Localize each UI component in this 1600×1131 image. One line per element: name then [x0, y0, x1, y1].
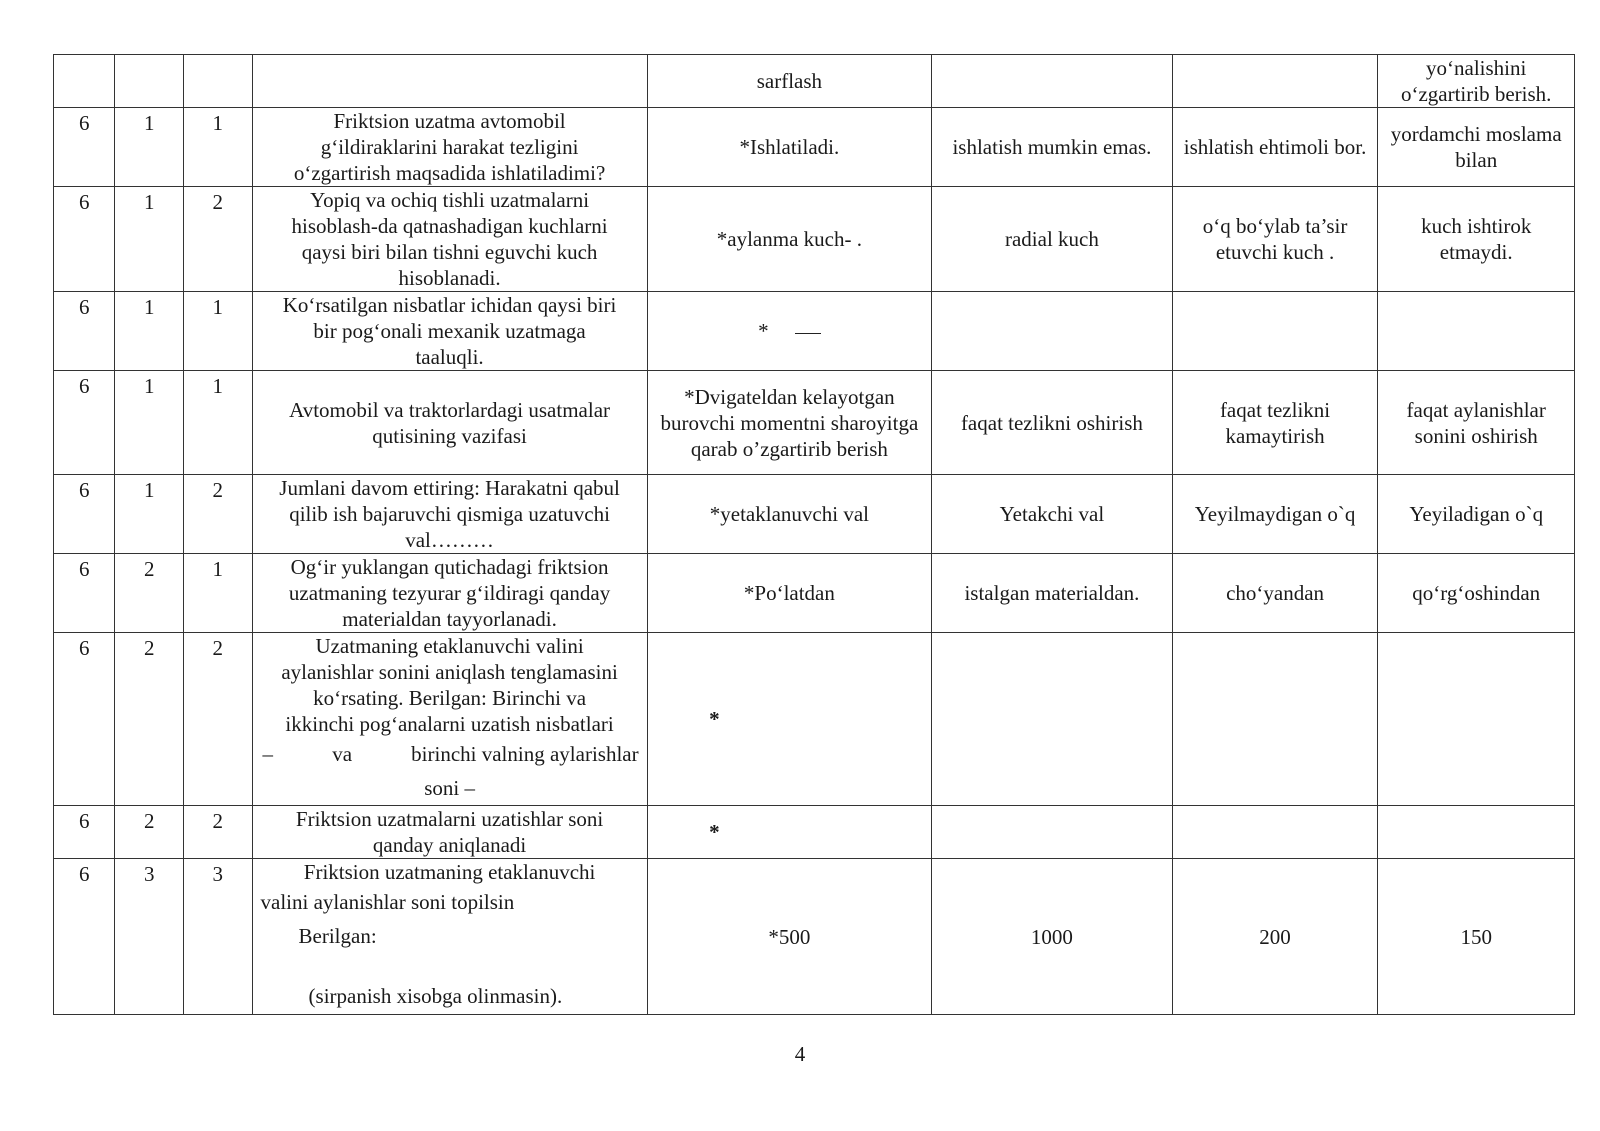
- question-cell: [252, 187, 647, 292]
- table-row: [54, 633, 1575, 806]
- answer-star: *: [709, 820, 720, 844]
- answer-correct: *Ishlatiladi.: [647, 108, 932, 187]
- answer-correct: *Po‘latdan: [647, 554, 932, 633]
- answer-option-4: qo‘rg‘oshindan: [1378, 554, 1575, 633]
- table-row: [54, 475, 1575, 554]
- question-text: birinchi valning aylarishlar: [411, 742, 639, 766]
- answer-correct: [647, 633, 932, 806]
- answer-option-4: faqat aylanishlar sonini oshirish: [1378, 371, 1575, 475]
- cell-col2: 1: [115, 187, 184, 292]
- answer-option-3: [1172, 633, 1378, 806]
- question-cell: [252, 475, 647, 554]
- answer-star: *: [709, 707, 720, 731]
- cell-col2: [115, 55, 184, 108]
- answer-option-2: radial kuch: [932, 187, 1173, 292]
- table-row: [54, 55, 1575, 108]
- question-line: Og‘ir yuklangan qutichadagi friktsion: [290, 555, 609, 579]
- question-cell: [252, 55, 647, 108]
- answer-option-3: ishlatish ehtimoli bor.: [1172, 108, 1378, 187]
- question-line: Jumlani davom ettiring: Harakatni qabul: [279, 476, 620, 500]
- conjunction-text: va: [332, 742, 353, 766]
- page-number: 4: [794, 1042, 806, 1066]
- table-row: [54, 554, 1575, 633]
- question-line: qanday aniqlanadi: [372, 833, 527, 857]
- cell-col3: 1: [183, 292, 252, 371]
- table-row: [54, 806, 1575, 859]
- answer-option-4: [1378, 633, 1575, 806]
- table-row: [54, 187, 1575, 292]
- cell-col2: 3: [115, 859, 184, 1015]
- question-line: Friktsion uzatma avtomobil: [333, 109, 566, 133]
- answer-option-2: [932, 292, 1173, 371]
- question-line: [261, 737, 639, 771]
- cell-col1: [54, 55, 115, 108]
- answer-correct: *Dvigateldan kelayotgan burovchi momentni sharoyitga qarab o’zgartirib berish: [647, 371, 932, 475]
- cell-col1: 6: [54, 371, 115, 475]
- question-line: valini aylanishlar soni topilsin: [260, 890, 515, 914]
- cell-col2: 1: [115, 108, 184, 187]
- question-line: hisoblash-da qatnashadigan kuchlarni: [291, 214, 608, 238]
- question-line: aylanishlar sonini aniqlash tenglamasini: [281, 660, 618, 684]
- cell-col3: 2: [183, 475, 252, 554]
- question-line: bir pog‘onali mexanik uzatmaga: [313, 319, 586, 343]
- question-cell: [252, 371, 647, 475]
- question-line: qutisining vazifasi: [372, 423, 527, 448]
- question-line: materialdan tayyorlanadi.: [342, 607, 557, 631]
- answer-option-3: Yeyilmaydigan o`q: [1172, 475, 1378, 554]
- answer-option-4: [1378, 292, 1575, 371]
- question-line: (sirpanish xisobga olinmasin).: [308, 984, 563, 1008]
- question-cell: [252, 633, 647, 806]
- cell-col1: 6: [54, 859, 115, 1015]
- cell-col1: 6: [54, 633, 115, 806]
- answer-star: *: [758, 319, 769, 343]
- question-line: val………: [405, 528, 494, 552]
- question-line: qaysi biri bilan tishni eguvchi kuch: [301, 240, 598, 264]
- question-line: ikkinchi pog‘analarni uzatish nisbatlari: [285, 712, 614, 736]
- cell-col1: 6: [54, 187, 115, 292]
- table-row: [54, 292, 1575, 371]
- question-line: g‘ildiraklarini harakat tezligini: [320, 135, 579, 159]
- answer-option-2: Yetakchi val: [932, 475, 1173, 554]
- answer-correct: [647, 806, 932, 859]
- cell-col1: 6: [54, 475, 115, 554]
- formula-gap: [261, 953, 639, 983]
- cell-col3: [183, 55, 252, 108]
- question-line: o‘zgartirish maqsadida ishlatiladimi?: [293, 161, 606, 185]
- dash-symbol: –: [262, 742, 274, 766]
- question-line: Friktsion uzatmaning etaklanuvchi: [303, 860, 596, 884]
- answer-option-2: [932, 633, 1173, 806]
- answer-option-3: o‘q bo‘ylab ta’sir etuvchi kuch .: [1172, 187, 1378, 292]
- answer-option-2: faqat tezlikni oshirish: [932, 371, 1173, 475]
- cell-col1: 6: [54, 108, 115, 187]
- question-line: uzatmaning tezyurar g‘ildiragi qanday: [288, 581, 611, 605]
- question-line: Friktsion uzatmalarni uzatishlar soni: [295, 807, 604, 831]
- answer-option-2: [932, 806, 1173, 859]
- table-row: [54, 371, 1575, 475]
- answer-option-4: 150: [1378, 859, 1575, 1015]
- cell-col3: 1: [183, 554, 252, 633]
- question-line: taaluqli.: [415, 345, 484, 369]
- question-line: Uzatmaning etaklanuvchi valini: [315, 634, 584, 658]
- cell-col2: 1: [115, 292, 184, 371]
- fraction-bar-icon: [795, 333, 821, 334]
- answer-correct: *aylanma kuch- .: [647, 187, 932, 292]
- cell-col2: 1: [115, 475, 184, 554]
- cell-col3: 2: [183, 633, 252, 806]
- answer-correct: [647, 292, 932, 371]
- answer-option-2: ishlatish mumkin emas.: [932, 108, 1173, 187]
- question-line: Yopiq va ochiq tishli uzatmalarni: [310, 188, 590, 212]
- question-line: Berilgan:: [298, 924, 377, 948]
- answer-option-4: Yeyiladigan o`q: [1378, 475, 1575, 554]
- cell-col2: 2: [115, 554, 184, 633]
- answer-option-4: [1378, 806, 1575, 859]
- answer-option-3: cho‘yandan: [1172, 554, 1378, 633]
- cell-col3: 2: [183, 187, 252, 292]
- answer-correct: sarflash: [647, 55, 932, 108]
- answer-option-2: istalgan materialdan.: [932, 554, 1173, 633]
- cell-col3: 2: [183, 806, 252, 859]
- question-line: soni –: [424, 776, 475, 800]
- question-cell: [252, 806, 647, 859]
- question-line: hisoblanadi.: [398, 266, 501, 290]
- answer-option-3: [1172, 292, 1378, 371]
- answer-option-3: faqat tezlikni kamaytirish: [1172, 371, 1378, 475]
- cell-col3: 3: [183, 859, 252, 1015]
- cell-col3: 1: [183, 108, 252, 187]
- question-cell: [252, 859, 647, 1015]
- answer-correct: *yetaklanuvchi val: [647, 475, 932, 554]
- table-row: [54, 859, 1575, 1015]
- question-line: qilib ish bajaruvchi qismiga uzatuvchi: [289, 502, 610, 526]
- question-cell: [252, 292, 647, 371]
- question-cell: [252, 554, 647, 633]
- question-line: ko‘rsating. Berilgan: Birinchi va: [313, 686, 587, 710]
- question-cell: [252, 108, 647, 187]
- answer-option-4: yordamchi moslama bilan: [1378, 108, 1575, 187]
- cell-col2: 2: [115, 806, 184, 859]
- cell-col3: 1: [183, 371, 252, 475]
- answer-option-4: yo‘nalishini o‘zgartirib berish.: [1378, 55, 1575, 108]
- answer-option-2: [932, 55, 1173, 108]
- answer-option-4: kuch ishtirok etmaydi.: [1378, 187, 1575, 292]
- question-line: Avtomobil va traktorlardagi usatmalar: [289, 397, 611, 422]
- answer-option-2: 1000: [932, 859, 1173, 1015]
- answer-correct: *500: [647, 859, 932, 1015]
- cell-col2: 2: [115, 633, 184, 806]
- answer-option-3: [1172, 55, 1378, 108]
- questions-table: [53, 54, 1575, 1015]
- cell-col1: 6: [54, 292, 115, 371]
- cell-col1: 6: [54, 554, 115, 633]
- table-row: [54, 108, 1575, 187]
- cell-col1: 6: [54, 806, 115, 859]
- answer-option-3: 200: [1172, 859, 1378, 1015]
- cell-col2: 1: [115, 371, 184, 475]
- answer-option-3: [1172, 806, 1378, 859]
- question-line: Ko‘rsatilgan nisbatlar ichidan qaysi biri: [282, 293, 617, 317]
